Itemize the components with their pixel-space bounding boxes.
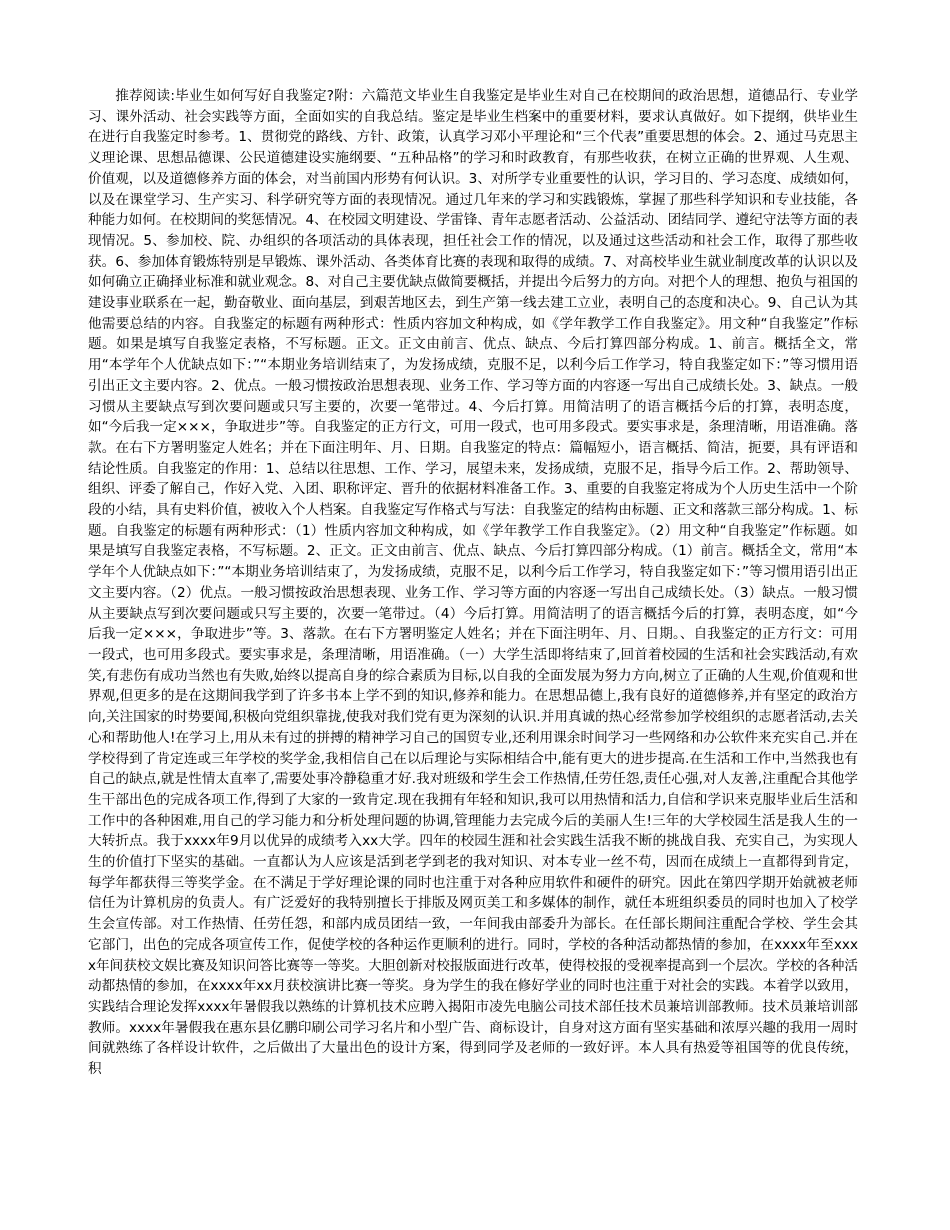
document-body-text: 推荐阅读:毕业生如何写好自我鉴定?附：六篇范文毕业生自我鉴定是毕业生对自己在校期间的政治思想，道德品行、专业学习、课外活动、社会实践等方面，全面如实的自我总结。鉴定是毕业生档案中的重要材料，要求认真做好。如下提纲，供毕业生在进行自我鉴定时参考。1、贯彻党的路线、方针、政策，认真学习邓小平理论和“三个代表”重要思想的体会。2、通过马克思主义理论课、思想品德课、公民道德建设实施纲要、“五种品格”的学习和时政教育，有那些收获，在树立正确的世界观、人生观、价值观，以及道德修养方面的体会，对当前国内形势有何认识。3、对所学专业重要性的认识，学习目的、学习态度、成绩如何，以及在课堂学习、生产实习、科学研究等方面的表现情况。通过几年来的学习和实践锻炼，掌握了那些科学知识和专业技能，各种能力如何。在校期间的奖惩情况。4、在校园文明建设、学雷锋、青年志愿者活动、公益活动、团结同学、遵纪守法等方面的表现情况。5、参加校、院、办组织的各项活动的具体表现，担任社会工作的情况，以及通过这些活动和社会工作，取得了那些收获。6、参加体育锻炼特别是早锻炼、课外活动、各类体育比赛的表现和取得的成绩。7、对高校毕业生就业制度改革的认识以及如何确立正确择业标准和就业观念。8、对自己主要优缺点做简要概括，并提出今后努力的方向。对把个人的理想、抱负与祖国的建设事业联系在一起，勤奋敬业、面向基层，到艰苦地区去，到生产第一线去建工立业，表明自己的态度和决心。9、自己认为其他需要总结的内容。自我鉴定的标题有两种形式：性质内容加文种构成，如《学年教学工作自我鉴定》。用文种“自我鉴定”作标题。如果是填写自我鉴定表格，不写标题。正文。正文由前言、优点、缺点、今后打算四部分构成。1、前言。概括全文，常用“本学年个人优缺点如下：”“本期业务培训结束了，为发扬成绩，克服不足，以利今后工作学习，特自我鉴定如下：”等习惯用语引出正文主要内容。2、优点。一般习惯按政治思想表现、业务工作、学习等方面的内容逐一写出自己成绩长处。3、缺点。一般习惯从主要缺点写到次要问题或只写主要的，次要一笔带过。4、今后打算。用简洁明了的语言概括今后的打算，表明态度，如“今后我一定×××，争取进步”等。自我鉴定的正方行文，可用一段式，也可用多段式。要实事求是，条理清晰，用语准确。落款。在右下方署明鉴定人姓名；并在下面注明年、月、日期。自我鉴定的特点：篇幅短小，语言概括、简洁，扼要，具有评语和结论性质。自我鉴定的作用：1、总结以往思想、工作、学习，展望未来，发扬成绩，克服不足，指导今后工作。2、帮助领导、组织、评委了解自己，作好入党、入团、职称评定、晋升的依据材料准备工作。3、重要的自我鉴定将成为个人历史生活中一个阶段的小结，具有史料价值，被收入个人档案。自我鉴定写作格式与写法：自我鉴定的结构由标题、正文和落款三部分构成。1、标题。自我鉴定的标题有两种形式：（1）性质内容加文种构成，如《学年教学工作自我鉴定》。（2）用文种“自我鉴定”作标题。如果是填写自我鉴定表格，不写标题。2、正文。正文由前言、优点、缺点、今后打算四部分构成。（1）前言。概括全文，常用“本学年个人优缺点如下：”“本期业务培训结束了，为发扬成绩，克服不足，以利今后工作学习，特自我鉴定如下：”等习惯用语引出正文主要内容。（2）优点。一般习惯按政治思想表现、业务工作、学习等方面的内容逐一写出自己成绩长处。（3）缺点。一般习惯从主要缺点写到次要问题或只写主要的，次要一笔带过。（4）今后打算。用简洁明了的语言概括今后的打算，表明态度，如“今后我一定×××，争取进步”等。3、落款。在右下方署明鉴定人姓名；并在下面注明年、月、日期。、自我鉴定的正方行文：可用一段式，也可用多段式。要实事求是，条理清晰，用语准确。（一）大学生活即将结束了,回首着校园的生活和社会实践活动,有欢笑,有悲伤有成功当然也有失败,始终以提高自身的综合素质为目标,以自我的全面发展为努力方向,树立了正确的人生观,价值观和世界观,但更多的是在这期间我学到了许多书本上学不到的知识,修养和能力。在思想品德上,我有良好的道德修养,并有坚定的政治方向,关注国家的时势要闻,积极向党组织靠拢,使我对我们党有更为深刻的认识.并用真诚的热心经常参加学校组织的志愿者活动,去关心和帮助他人!在学习上,用从未有过的拼搏的精神学习自己的国贸专业,还利用课余时间学习一些网络和办公软件来充实自己.并在学校得到了肯定连或三年学校的奖学金,我相信自己在以后理论与实际相结合中,能有更大的进步提高.在生活和工作中,当然我也有自己的缺点,就是性情太直率了,需要处事冷静稳重才好.我对班级和学生会工作热情,任劳任怨,责任心强,对人友善,注重配合其他学生干部出色的完成各项工作,得到了大家的一致肯定.现在我拥有年轻和知识,我可以用热情和活力,自信和学识来克服毕业后生活和工作中的各种困难,用自己的学习能力和分析处理问题的协调,管理能力去完成今后的美丽人生!三年的大学校园生活是我人生的一大转折点。我于xxxx年9月以优异的成绩考入xx大学。四年的校园生涯和社会实践生活我不断的挑战自我、充实自己，为实现人生的价值打下坚实的基础。一直都认为人应该是活到老学到老的我对知识、对本专业一丝不苟，因而在成绩上一直都得到肯定，每学年都获得三等奖学金。在不满足于学好理论课的同时也注重于对各种应用软件和硬件的研究。因此在第四学期开始就被老师信任为计算机房的负责人。有广泛爱好的我特别擅长于排版及网页美工和多媒体的制作，就任本班组织委员的同时也加入了校学生会宣传部。对工作热情、任劳任怨，和部内成员团结一致，一年间我由部委升为部长。在任部长期间注重配合学校、学生会其它部门，出色的完成各项宣传工作，促使学校的各种运作更顺利的进行。同时，学校的各种活动都热情的参加，在xxxx年至xxxx年间获校文娱比赛及知识问答比赛等一等奖。大胆创新对校报版面进行改革，使得校报的受视率提高到一个层次。学校的各种活动都热情的参加，在xxxx年xx月获校演讲比赛一等奖。身为学生的我在修好学业的同时也注重于对社会的实践。本着学以致用，实践结合理论发挥xxxx年暑假我以熟练的计算机技术应聘入揭阳市凌先电脑公司技术部任技术员兼培训部教师。技术员兼培训部教师。xxxx年暑假我在惠东县亿鹏印刷公司学习名片和小型广告、商标设计，自身对这方面有坚实基础和浓厚兴趣的我用一周时间就熟练了各样设计软件，之后做出了大量出色的设计方案，得到同学及老师的一致好评。本人具有热爱等祖国等的优良传统，积 xyxy=(88,88,858,1078)
document-page xyxy=(88,86,858,1206)
